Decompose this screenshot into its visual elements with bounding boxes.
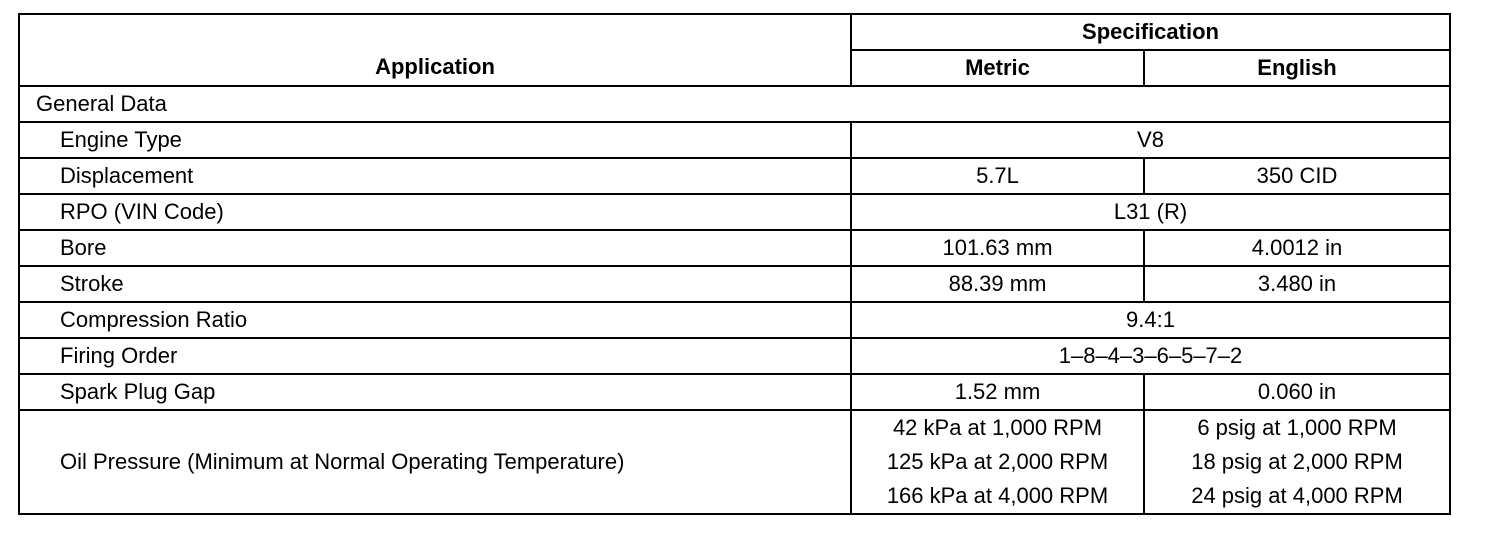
- metric-oil-pressure-1000: 42 kPa at 1,000 RPM: [892, 415, 1103, 440]
- section-row: [19, 86, 1450, 122]
- metric-value-cell: 88.39 mm: [851, 266, 1144, 302]
- table-row-stroke: [19, 266, 1450, 302]
- application-cell: Displacement: [19, 158, 851, 194]
- metric-oil-pressure-2000: 125 kPa at 2,000 RPM: [886, 449, 1109, 474]
- engine-specification-table: [18, 13, 1451, 515]
- metric-value-cell: 1.52 mm: [851, 374, 1144, 410]
- table-row-displacement: [19, 158, 1450, 194]
- table-row-compression-ratio: [19, 302, 1450, 338]
- english-oil-pressure-4000: 24 psig at 4,000 RPM: [1191, 483, 1403, 508]
- english-value-cell: [1144, 410, 1450, 514]
- english-oil-pressure-1000: 6 psig at 1,000 RPM: [1197, 415, 1397, 440]
- table-row-spark-plug-gap: [19, 374, 1450, 410]
- specification-column-header: Specification: [851, 14, 1450, 50]
- table-row-engine-type: [19, 122, 1450, 158]
- combined-value-cell: V8: [851, 122, 1450, 158]
- application-cell: Stroke: [19, 266, 851, 302]
- section-title: General Data: [19, 86, 1450, 122]
- english-value-cell: 350 CID: [1144, 158, 1450, 194]
- english-oil-pressure-2000: 18 psig at 2,000 RPM: [1191, 449, 1403, 474]
- english-value-cell: 0.060 in: [1144, 374, 1450, 410]
- application-cell: Firing Order: [19, 338, 851, 374]
- english-value-cell: 3.480 in: [1144, 266, 1450, 302]
- application-cell: Compression Ratio: [19, 302, 851, 338]
- metric-column-header: Metric: [851, 50, 1144, 86]
- application-cell: Engine Type: [19, 122, 851, 158]
- combined-value-cell: 9.4:1: [851, 302, 1450, 338]
- metric-oil-pressure-4000: 166 kPa at 4,000 RPM: [886, 483, 1109, 508]
- table-row-firing-order: [19, 338, 1450, 374]
- application-cell: Oil Pressure (Minimum at Normal Operating Temperature): [19, 410, 851, 514]
- table-row-bore: [19, 230, 1450, 266]
- metric-value-cell: [851, 410, 1144, 514]
- metric-value-cell: 101.63 mm: [851, 230, 1144, 266]
- application-cell: Spark Plug Gap: [19, 374, 851, 410]
- application-cell: Bore: [19, 230, 851, 266]
- english-value-cell: 4.0012 in: [1144, 230, 1450, 266]
- english-column-header: English: [1144, 50, 1450, 86]
- table-row-oil-pressure: [19, 410, 1450, 514]
- combined-value-cell: 1–8–4–3–6–5–7–2: [851, 338, 1450, 374]
- application-column-header: Application: [19, 14, 851, 86]
- metric-value-cell: 5.7L: [851, 158, 1144, 194]
- table-row-rpo: [19, 194, 1450, 230]
- application-cell: RPO (VIN Code): [19, 194, 851, 230]
- combined-value-cell: L31 (R): [851, 194, 1450, 230]
